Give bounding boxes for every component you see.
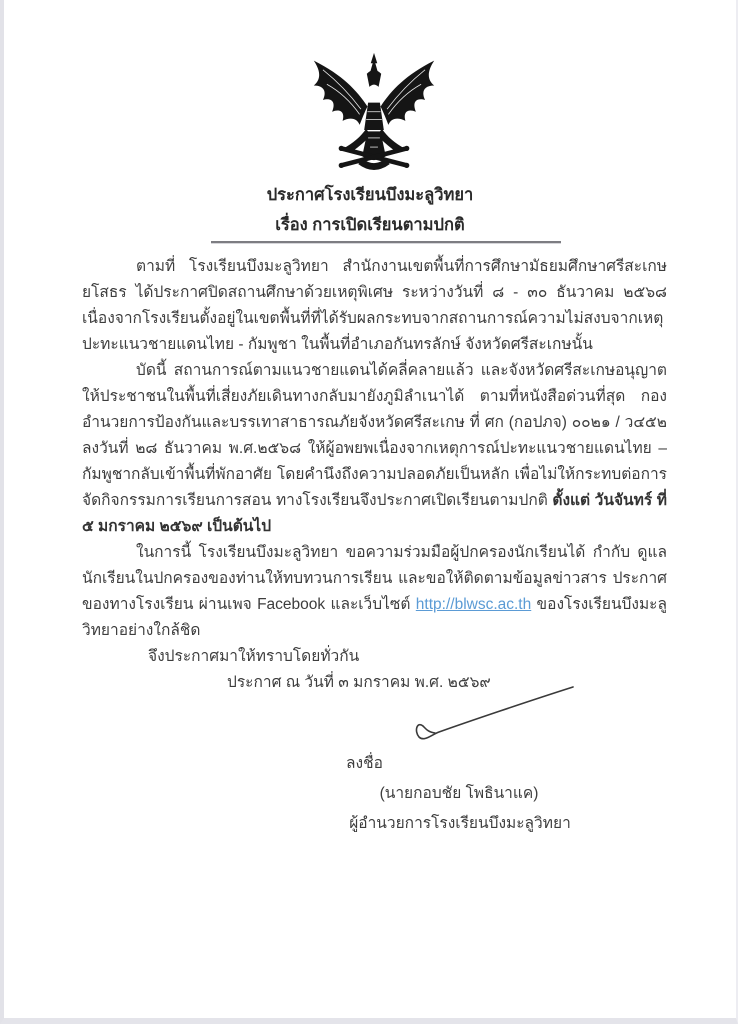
closing-line — [82, 644, 667, 670]
paragraph-parent-request-text: ในการนี้ โรงเรียนบึงมะลูวิทยา ขอความร่วมมือผู้ปกครองนักเรียนได้ กำกับ ดูแล นักเรียนในปกครองของท่านให้ทบทวนการเรียน และขอให้ติดตามข้อมูลข่าวสาร ประกาศของทางโรงเรียน ผ่านเพจ Facebook และเว็บไซต์ — [82, 544, 667, 613]
signer-name: (นายกอบชัย โพธินาแค) — [379, 785, 539, 802]
document-body — [82, 254, 667, 696]
announcement-date-text: ประกาศ ณ วันที่ ๓ มกราคม พ.ศ. ๒๕๖๙ — [227, 674, 491, 691]
reopening-date-emphasis: ตั้งแต่ วันจันทร์ ที่ ๕ มกราคม ๒๕๖๙ เป็นต้นไป — [82, 492, 667, 535]
paragraph-background — [82, 254, 667, 358]
document-title — [4, 180, 736, 240]
paragraph-parent-request-tail: ของโรงเรียนบึงมะลูวิทยาอย่างใกล้ชิด — [82, 596, 667, 639]
paragraph-background-text: ตามที่ โรงเรียนบึงมะลูวิทยา สำนักงานเขตพื้นที่การศึกษามัธยมศึกษาศรีสะเกษ ยโสธร ได้ประกาศปิดสถานศึกษาด้วยเหตุพิเศษ ระหว่างวันที่ ๘ - ๓๐ ธันวาคม ๒๕๖๘ เนื่องจากโรงเรียนตั้งอยู่ในเขตพื้นที่ที่ได้รับผลกระทบจากสถานการณ์ความไม่สงบจากเหตุปะทะแนวชายแดนไทย - กัมพูชา ในพื้นที่อำเภอกันทรลักษ์ จังหวัดศรีสะเกษนั้น — [82, 258, 667, 353]
paragraph-reopening-text: บัดนี้ สถานการณ์ตามแนวชายแดนได้คลี่คลายแล้ว และจังหวัดศรีสะเกษอนุญาตให้ประชาชนในพื้นที่เสี่ยงภัยเดินทางกลับมายังภูมิลำเนาได้ ตามที่หนังสือด่วนที่สุด กองอำนวยการป้องกันและบรรเทาสาธารณภัยจังหวัดศรีสะเกษ ที่ ศก (กอปภจ) ๐๐๒๑ / ว๔๕๒ ลงวันที่ ๒๘ ธันวาคม พ.ศ.๒๕๖๘ ให้ผู้อพยพเนื่องจากเหตุการณ์ปะทะแนวชายแดนไทย – กัมพูชากลับเข้าพื้นที่พักอาศัย โดยคำนึงถึงความปลอดภัยเป็นหลัก เพื่อไม่ให้กระทบต่อการจัดกิจกรรมการเรียนการสอน ทางโรงเรียนจึงประกาศเปิดเรียนตามปกติ — [82, 362, 667, 509]
paragraph-parent-request — [82, 540, 667, 644]
handwritten-signature — [409, 683, 577, 747]
signature-block — [4, 680, 738, 870]
garuda-emblem — [302, 52, 446, 178]
signer-title: ผู้อำนวยการโรงเรียนบึงมะลูวิทยา — [349, 815, 571, 832]
title-line-subject: เรื่อง การเปิดเรียนตามปกติ — [275, 216, 465, 234]
closing-line-text: จึงประกาศมาให้ทราบโดยทั่วกัน — [148, 648, 360, 665]
title-divider-line — [211, 241, 561, 243]
paragraph-reopening — [82, 358, 667, 540]
school-website-link[interactable]: http://blwsc.ac.th — [415, 596, 532, 613]
title-line-school: ประกาศโรงเรียนบึงมะลูวิทยา — [266, 186, 474, 204]
sign-label: ลงชื่อ — [346, 755, 383, 772]
